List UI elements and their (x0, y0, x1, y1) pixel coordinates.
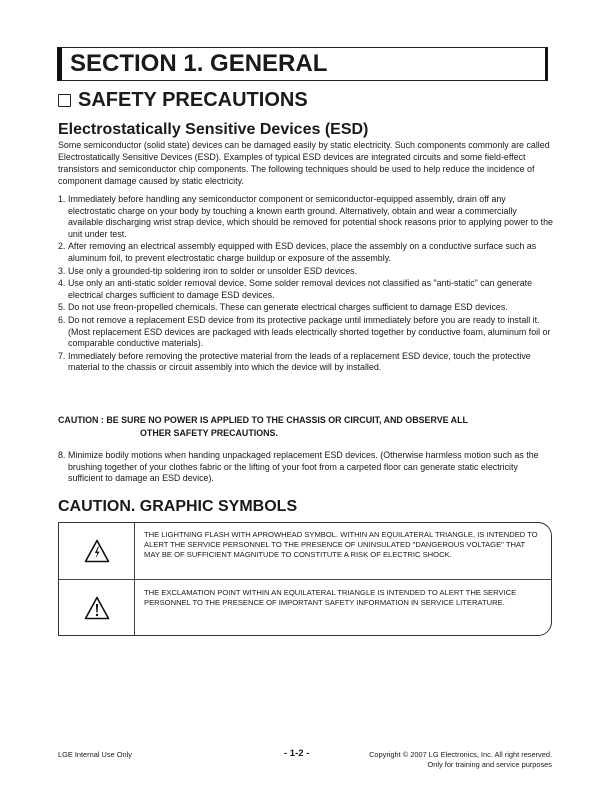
esd-steps-list (58, 194, 553, 375)
list-item (58, 450, 553, 485)
section-title: SECTION 1. GENERAL (70, 50, 328, 77)
list-item (58, 194, 553, 240)
symbols-heading: CAUTION. GRAPHIC SYMBOLS (58, 498, 298, 515)
step-text: Immediately before handling any semiconductor component or semiconductor-equipped assembly, drain off any electrostatic charge on your body by touching a known earth ground. Alternatively, obtain and wear a commercially available discharging wrist strap device, which should be removed for potential shock reasons prior to applying power to the unit under test. (68, 194, 553, 239)
copyright-text: Copyright © 2007 LG Electronics, Inc. All right reserved. (369, 750, 552, 759)
caution-notice (58, 414, 553, 439)
exclamation-symbol-cell (59, 580, 134, 636)
caution-line-2: OTHER SAFETY PRECAUTIONS. (140, 427, 278, 438)
list-item (58, 315, 553, 350)
list-item (58, 351, 553, 374)
lightning-description: THE LIGHTNING FLASH WITH APROWHEAD SYMBOL. WITHIN AN EQUILATERAL TRIANGLE, IS INTENDED TO ALERT THE SERVICE PERSONNEL TO THE PRESENCE OF UNINSULATED "DANGEROUS VOLTAGE" THAT MAY BE OF SUFFICIENT MAGNITUDE TO CONSTITUTE A RISK OF ELECTRIC SHOCK. (144, 530, 538, 560)
step-number: 4. (58, 278, 66, 289)
lightning-symbol-cell (59, 523, 134, 579)
esd-intro: Some semiconductor (solid state) devices can be damaged easily by static electricity. Such components commonly are called Electrostatically Sensitive Devices (ESD). Examples of typical ESD devices are integrated circuits and some field-effect transistors and semiconductor chip components. The following techniques should be used to help reduce the incidence of component damage caused by static electricity. (58, 140, 550, 186)
step-text: Use only a grounded-tip soldering iron to solder or unsolder ESD devices. (68, 265, 358, 276)
step-text: After removing an electrical assembly equipped with ESD devices, place the assembly on a conductive surface such as aluminum foil, to prevent electrostatic charge buildup or exposure of the assembly. (68, 241, 537, 263)
lightning-warning-icon (84, 539, 110, 563)
footer-label: LGE Internal Use Only (58, 750, 132, 759)
list-item (58, 241, 553, 264)
step-number: 1. (58, 194, 66, 204)
caution-line-1: CAUTION : BE SURE NO POWER IS APPLIED TO THE CHASSIS OR CIRCUIT, AND OBSERVE ALL (58, 415, 468, 425)
step-number: 8. (58, 450, 66, 460)
esd-heading: Electrostatically Sensitive Devices (ESD) (58, 121, 369, 138)
step-text: Minimize bodily motions when handing unpackaged replacement ESD devices. (Otherwise harmless motion such as the brushing together of your clothes fabric or the lifting of your foot from a carpeted floor can generate static electricity sufficient to damage an ESD device). (68, 450, 539, 484)
exclamation-warning-icon (84, 596, 110, 620)
subsection-header (58, 89, 308, 111)
exclamation-description: THE EXCLAMATION POINT WITHIN AN EQUILATERAL TRIANGLE IS INTENDED TO ALERT THE SERVICE PERSONNEL TO THE PRESENCE OF IMPORTANT SAFETY INFORMATION IN SERVICE LITERATURE. (144, 588, 517, 608)
list-item (58, 278, 553, 301)
list-item (58, 302, 553, 314)
step-text: Use only an anti-static solder removal device. Some solder removal devices not classified as "anti-static" can generate electrical charges sufficient to damage ESD devices. (68, 278, 533, 300)
footer-copyright-block (369, 750, 552, 771)
step-number: 2. (58, 241, 66, 252)
graphic-symbols-table (58, 522, 552, 636)
step-text: Do not remove a replacement ESD device from its protective package until immediately before you are ready to install it. (Most replacement ESD devices are packaged with leads electrically shorted together by conductive foam, aluminum foil or comparable conductive materials). (68, 314, 551, 349)
page-number: - 1-2 - (284, 748, 310, 759)
step-text: Do not use freon-propelled chemicals. These can generate electrical charges sufficient to damage ESD devices. (68, 302, 508, 313)
step-number: 5. (58, 302, 66, 313)
section-header (57, 47, 548, 81)
checkbox-icon (58, 94, 71, 107)
list-item (58, 266, 553, 278)
step-number: 7. (58, 350, 66, 361)
step-text: Immediately before removing the protective material from the leads of a replacement ESD device, touch the protective material to the chassis or circuit assembly into which the device will by installed. (68, 350, 531, 373)
step-number: 6. (58, 314, 66, 325)
purpose-text: Only for training and service purposes (427, 760, 552, 770)
step-number: 3. (58, 265, 66, 276)
subsection-title: SAFETY PRECAUTIONS (78, 89, 308, 111)
